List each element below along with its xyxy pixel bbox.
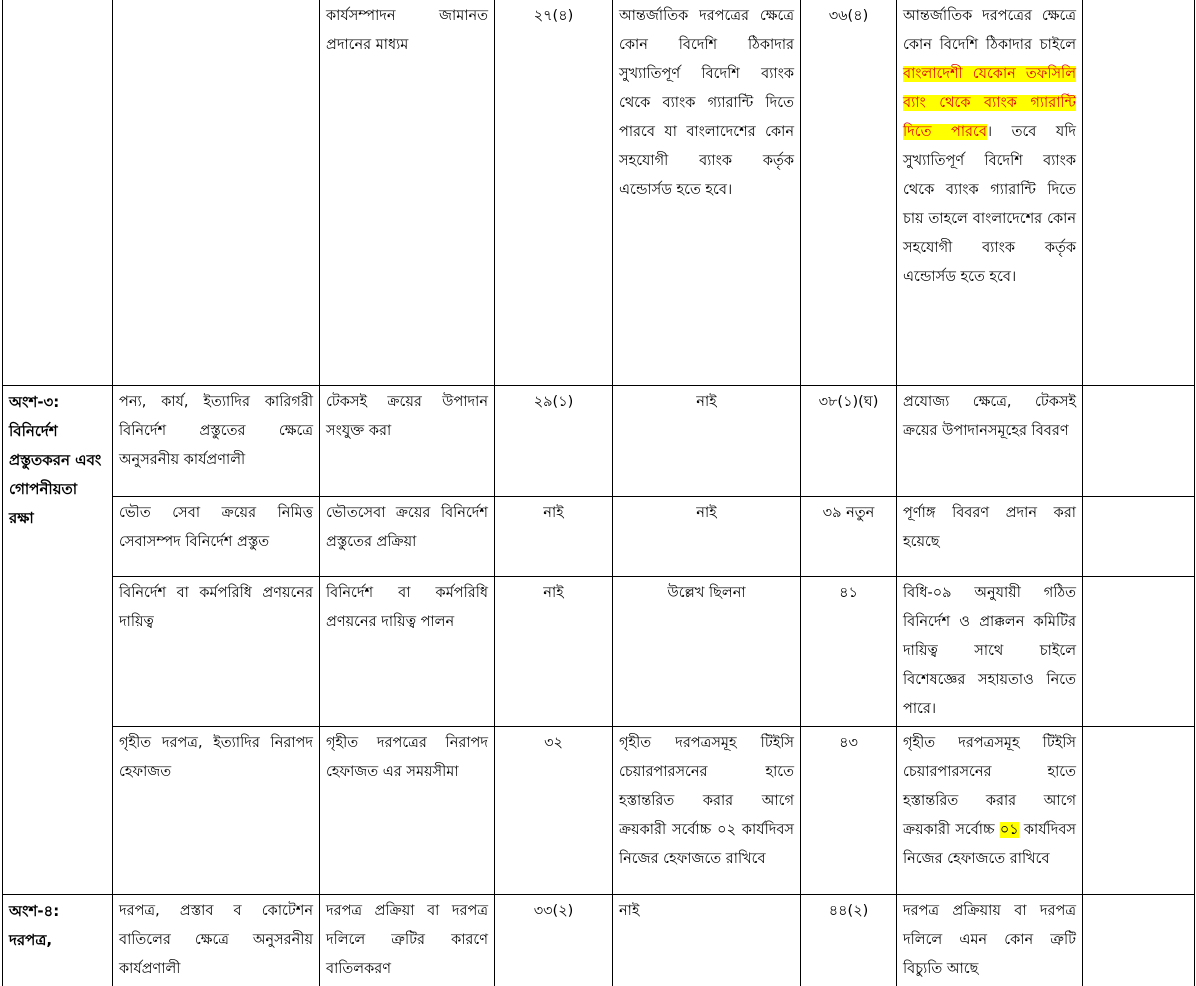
comparison-table	[2, 0, 1195, 986]
old-text-cell: গৃহীত দরপত্রসমূহ টিইসি চেয়ারপারসনের হাতে হস্তান্তরিত করার আগে ক্রয়কারী সর্বোচ্চ ০২ কার্যদিবস নিজের হেফাজতে রাখিবে	[613, 726, 801, 894]
new-rule-cell: ৩৬(৪)	[801, 0, 897, 385]
old-text-cell: আন্তর্জাতিক দরপত্রের ক্ষেত্রে কোন বিদেশি ঠিকাদার সুখ্যাতিপূর্ণ বিদেশি ব্যাংক থেকে ব্যাংক গ্যারান্টি দিতে পারবে যা বাংলাদেশের কোন সহযোগী ব্যাংক কর্তৃক এন্ডোর্সড হতে হবে।	[613, 0, 801, 385]
section-cell	[3, 0, 113, 385]
new-text-part: আন্তর্জাতিক দরপত্রের ক্ষেত্রে কোন বিদেশি ঠিকাদার চাইলে	[903, 8, 1076, 53]
new-rule-cell: ৪৩	[801, 726, 897, 894]
remarks-cell	[1083, 576, 1195, 726]
old-rule-cell: ৩৩(২)	[495, 894, 613, 986]
new-text-part: । তবে যদি সুখ্যাতিপূর্ণ বিদেশি ব্যাংক থেকে ব্যাংক গ্যারান্টি দিতে চায় তাহলে বাংলাদেশের কোন সহযোগী ব্যাংক কর্তৃক এন্ডোর্সড হতে হবে।	[903, 124, 1076, 285]
highlighted-text: বাংলাদেশী যেকোন তফসিলি ব্যাং থেকে ব্যাংক গ্যারান্টি দিতে পারবে	[903, 66, 1076, 140]
new-text-cell	[897, 0, 1083, 385]
old-rule-cell: নাই	[495, 576, 613, 726]
topic-cell: দরপত্র, প্রস্তাব ব কোটেশন বাতিলের ক্ষেত্রে অনুসরনীয় কার্যপ্রণালী	[113, 894, 320, 986]
old-rule-cell: ৩২	[495, 726, 613, 894]
remarks-cell	[1083, 496, 1195, 576]
subject-cell: দরপত্র প্রক্রিয়া বা দরপত্র দলিলে ত্রুটির কারণে বাতিলকরণ	[320, 894, 495, 986]
section-cell: অংশ-৩: বিনির্দেশ প্রস্তুতকরন এবং গোপনীয়তা রক্ষা	[3, 385, 113, 894]
old-rule-cell: ২৭(৪)	[495, 0, 613, 385]
table-row	[3, 894, 1195, 986]
remarks-cell	[1083, 726, 1195, 894]
table-row	[3, 576, 1195, 726]
subject-cell: বিনির্দেশ বা কর্মপরিধি প্রণয়নের দায়িত্ব পালন	[320, 576, 495, 726]
old-text-cell: নাই	[613, 385, 801, 496]
old-rule-cell: ২৯(১)	[495, 385, 613, 496]
topic-cell: পন্য, কার্য, ইত্যাদির কারিগরী বিনির্দেশ প্রস্তুতের ক্ষেত্রে অনুসরনীয় কার্যপ্রণালী	[113, 385, 320, 496]
new-rule-cell: ৩৯ নতুন	[801, 496, 897, 576]
new-text-cell: প্রযোজ্য ক্ষেত্রে, টেকসই ক্রয়ের উপাদানসমূহের বিবরণ	[897, 385, 1083, 496]
new-text-part: কার্যদিবস নিজের হেফাজতে রাখিবে	[903, 821, 1076, 867]
table-row	[3, 0, 1195, 385]
subject-cell: টেকসই ক্রয়ের উপাদান সংযুক্ত করা	[320, 385, 495, 496]
table-row	[3, 385, 1195, 496]
highlighted-text: ০১	[999, 821, 1019, 838]
old-text-cell: উল্লেখ ছিলনা	[613, 576, 801, 726]
subject-cell: কার্যসম্পাদন জামানত প্রদানের মাধ্যম	[320, 0, 495, 385]
subject-cell: গৃহীত দরপত্রের নিরাপদ হেফাজত এর সময়সীমা	[320, 726, 495, 894]
remarks-cell	[1083, 894, 1195, 986]
section-cell: অংশ-৪: দরপত্র,	[3, 894, 113, 986]
subject-cell: ভৌতসেবা ক্রয়ের বিনির্দেশ প্রস্তুতের প্রক্রিয়া	[320, 496, 495, 576]
new-rule-cell: ৪১	[801, 576, 897, 726]
topic-cell: বিনির্দেশ বা কর্মপরিধি প্রণয়নের দায়িত্ব	[113, 576, 320, 726]
table-row	[3, 496, 1195, 576]
new-text-cell: দরপত্র প্রক্রিয়ায় বা দরপত্র দলিলে এমন কোন ত্রুটি বিচ্যুতি আছে	[897, 894, 1083, 986]
table-row	[3, 726, 1195, 894]
new-text-part: গৃহীত দরপত্রসমূহ টিইসি চেয়ারপারসনের হাতে হস্তান্তরিত করার আগে ক্রয়কারী সর্বোচ্চ	[903, 734, 1076, 838]
new-rule-cell: ৪৪(২)	[801, 894, 897, 986]
new-text-cell: বিধি-০৯ অনুযায়ী গঠিত বিনির্দেশ ও প্রাক্কলন কমিটির দায়িত্ব সাথে চাইলে বিশেষজ্ঞের সহায়তাও নিতে পারে।	[897, 576, 1083, 726]
topic-cell	[113, 0, 320, 385]
remarks-cell	[1083, 385, 1195, 496]
old-rule-cell: নাই	[495, 496, 613, 576]
old-text-cell: নাই	[613, 894, 801, 986]
new-rule-cell: ৩৮(১)(ঘ)	[801, 385, 897, 496]
new-text-cell: পূর্ণাঙ্গ বিবরণ প্রদান করা হয়েছে	[897, 496, 1083, 576]
topic-cell: ভৌত সেবা ক্রয়ের নিমিত্ত সেবাসম্পদ বিনির্দেশ প্রস্তুত	[113, 496, 320, 576]
old-text-cell: নাই	[613, 496, 801, 576]
new-text-cell	[897, 726, 1083, 894]
remarks-cell	[1083, 0, 1195, 385]
topic-cell: গৃহীত দরপত্র, ইত্যাদির নিরাপদ হেফাজত	[113, 726, 320, 894]
